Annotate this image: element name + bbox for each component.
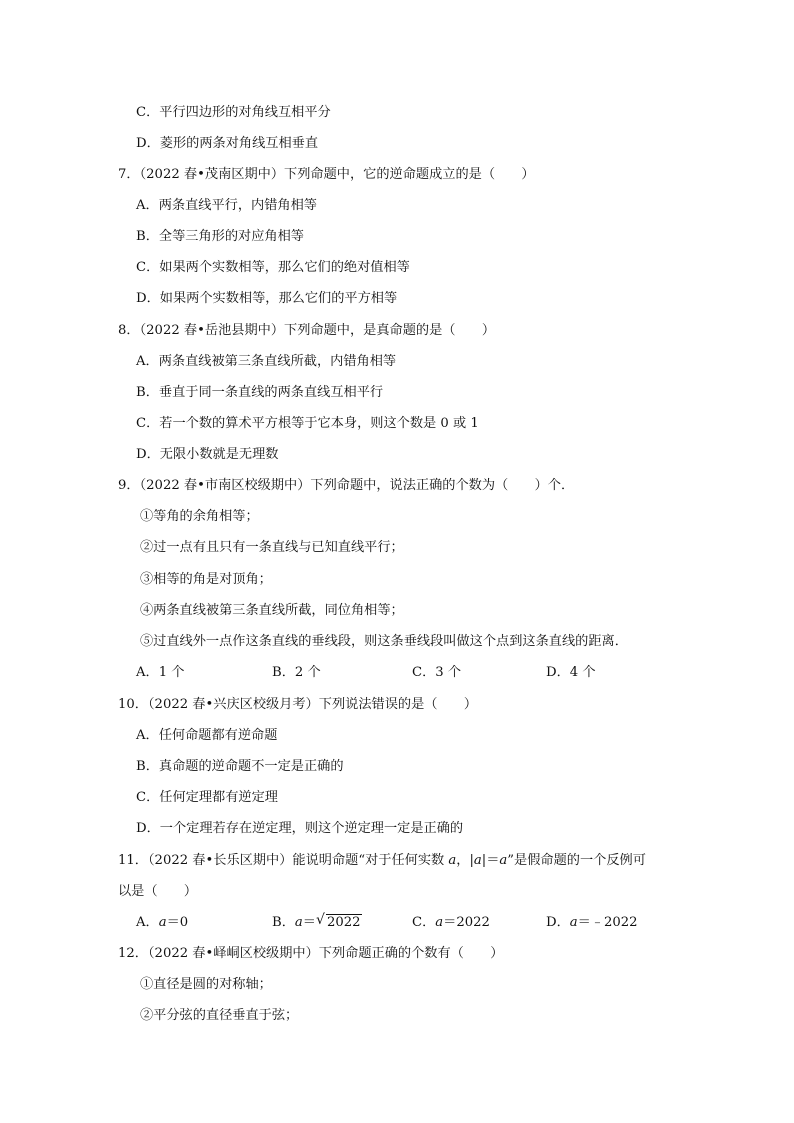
- q11-option-d-var: a: [569, 915, 578, 930]
- q8-option-b: B．垂直于同一条直线的两条直线互相平行: [136, 385, 384, 400]
- q9-statement-1: ①等角的余角相等；: [140, 509, 259, 524]
- q9-option-c: C．3 个: [412, 665, 462, 680]
- q11-option-b: [272, 914, 362, 932]
- q11-option-c-value: ＝2022: [443, 915, 490, 930]
- q11-equals: ＝: [486, 853, 500, 868]
- q9-option-a: A．1 个: [136, 665, 185, 680]
- q11-stem-text-a: 11．（2022 春•长乐区期中）能说明命题“对于任何实数: [118, 853, 449, 868]
- q7-option-c: C．如果两个实数相等，那么它们的绝对值相等: [136, 260, 410, 275]
- q11-option-d-label: D．: [546, 915, 570, 930]
- q11-option-a: [136, 914, 188, 932]
- q11-option-a-value: ＝0: [166, 915, 189, 930]
- q12-statement-1: ①直径是圆的对称轴；: [140, 977, 272, 992]
- q10-stem: 10．（2022 春•兴庆区校级月考）下列说法错误的是（ ）: [118, 697, 478, 712]
- q8-stem: 8．（2022 春•岳池县期中）下列命题中，是真命题的是（ ）: [118, 323, 496, 338]
- q8-option-c: C．若一个数的算术平方根等于它本身，则这个数是 0 或 1: [136, 416, 479, 431]
- q12-stem: 12．（2022 春•峄峒区校级期中）下列命题正确的个数有（ ）: [118, 946, 504, 961]
- q11-option-a-label: A．: [136, 915, 159, 930]
- q11-option-b-var: a: [294, 915, 303, 930]
- q6-option-c: C．平行四边形的对角线互相平分: [136, 105, 331, 120]
- q11-option-a-var: a: [158, 915, 167, 930]
- q9-option-b: B．2 个: [272, 665, 321, 680]
- q9-statement-2: ②过一点有且只有一条直线与已知直线平行；: [140, 540, 404, 555]
- q11-option-b-radicand: 2022: [326, 915, 361, 930]
- q7-stem: 7．（2022 春•茂南区期中）下列命题中，它的逆命题成立的是（ ）: [118, 167, 535, 182]
- q8-option-a: A．两条直线被第三条直线所截，内错角相等: [136, 354, 397, 369]
- q11-abs-expression: |a|: [469, 853, 487, 868]
- q9-option-d: D．4 个: [546, 665, 596, 680]
- q9-stem: 9．（2022 春•市南区校级期中）下列命题中，说法正确的个数为（ ）个．: [118, 478, 575, 493]
- q11-option-b-equals: ＝: [302, 915, 316, 930]
- sqrt-radical-icon: √ 2022: [315, 912, 361, 930]
- q11-option-c-label: C．: [412, 915, 436, 930]
- q9-statement-3: ③相等的角是对顶角；: [140, 572, 272, 587]
- q11-var-a: a: [448, 853, 457, 868]
- q10-option-b: B．真命题的逆命题不一定是正确的: [136, 759, 344, 774]
- q9-statement-5: ⑤过直线外一点作这条直线的垂线段，则这条垂线段叫做这个点到这条直线的距离．: [140, 634, 628, 649]
- q11-stem-line1: [118, 852, 646, 870]
- q11-option-b-label: B．: [272, 915, 295, 930]
- q8-option-d: D．无限小数就是无理数: [136, 447, 279, 462]
- q11-comma: ，: [456, 853, 470, 868]
- q12-statement-2: ②平分弦的直径垂直于弦；: [140, 1008, 299, 1023]
- q11-option-c: [412, 914, 490, 932]
- q6-option-d: D．菱形的两条对角线互相垂直: [136, 136, 319, 151]
- q9-statement-4: ④两条直线被第三条直线所截，同位角相等；: [140, 603, 404, 618]
- q7-option-a: A．两条直线平行，内错角相等: [136, 198, 317, 213]
- q11-option-d-value: ＝﹣2022: [577, 915, 638, 930]
- q10-option-a: A．任何命题都有逆命题: [136, 728, 278, 743]
- q10-option-d: D．一个定理若存在逆定理，则这个逆定理一定是正确的: [136, 821, 464, 836]
- q10-option-c: C．任何定理都有逆定理: [136, 790, 278, 805]
- q7-option-d: D．如果两个实数相等，那么它们的平方相等: [136, 291, 398, 306]
- q11-stem-text-b: ”是假命题的一个反例可: [507, 853, 646, 868]
- q7-option-b: B．全等三角形的对应角相等: [136, 229, 304, 244]
- q11-option-c-var: a: [435, 915, 444, 930]
- q11-stem-line2: 以是（ ）: [118, 884, 198, 899]
- q11-var-a-rhs: a: [499, 853, 508, 868]
- q11-option-d: [546, 914, 638, 932]
